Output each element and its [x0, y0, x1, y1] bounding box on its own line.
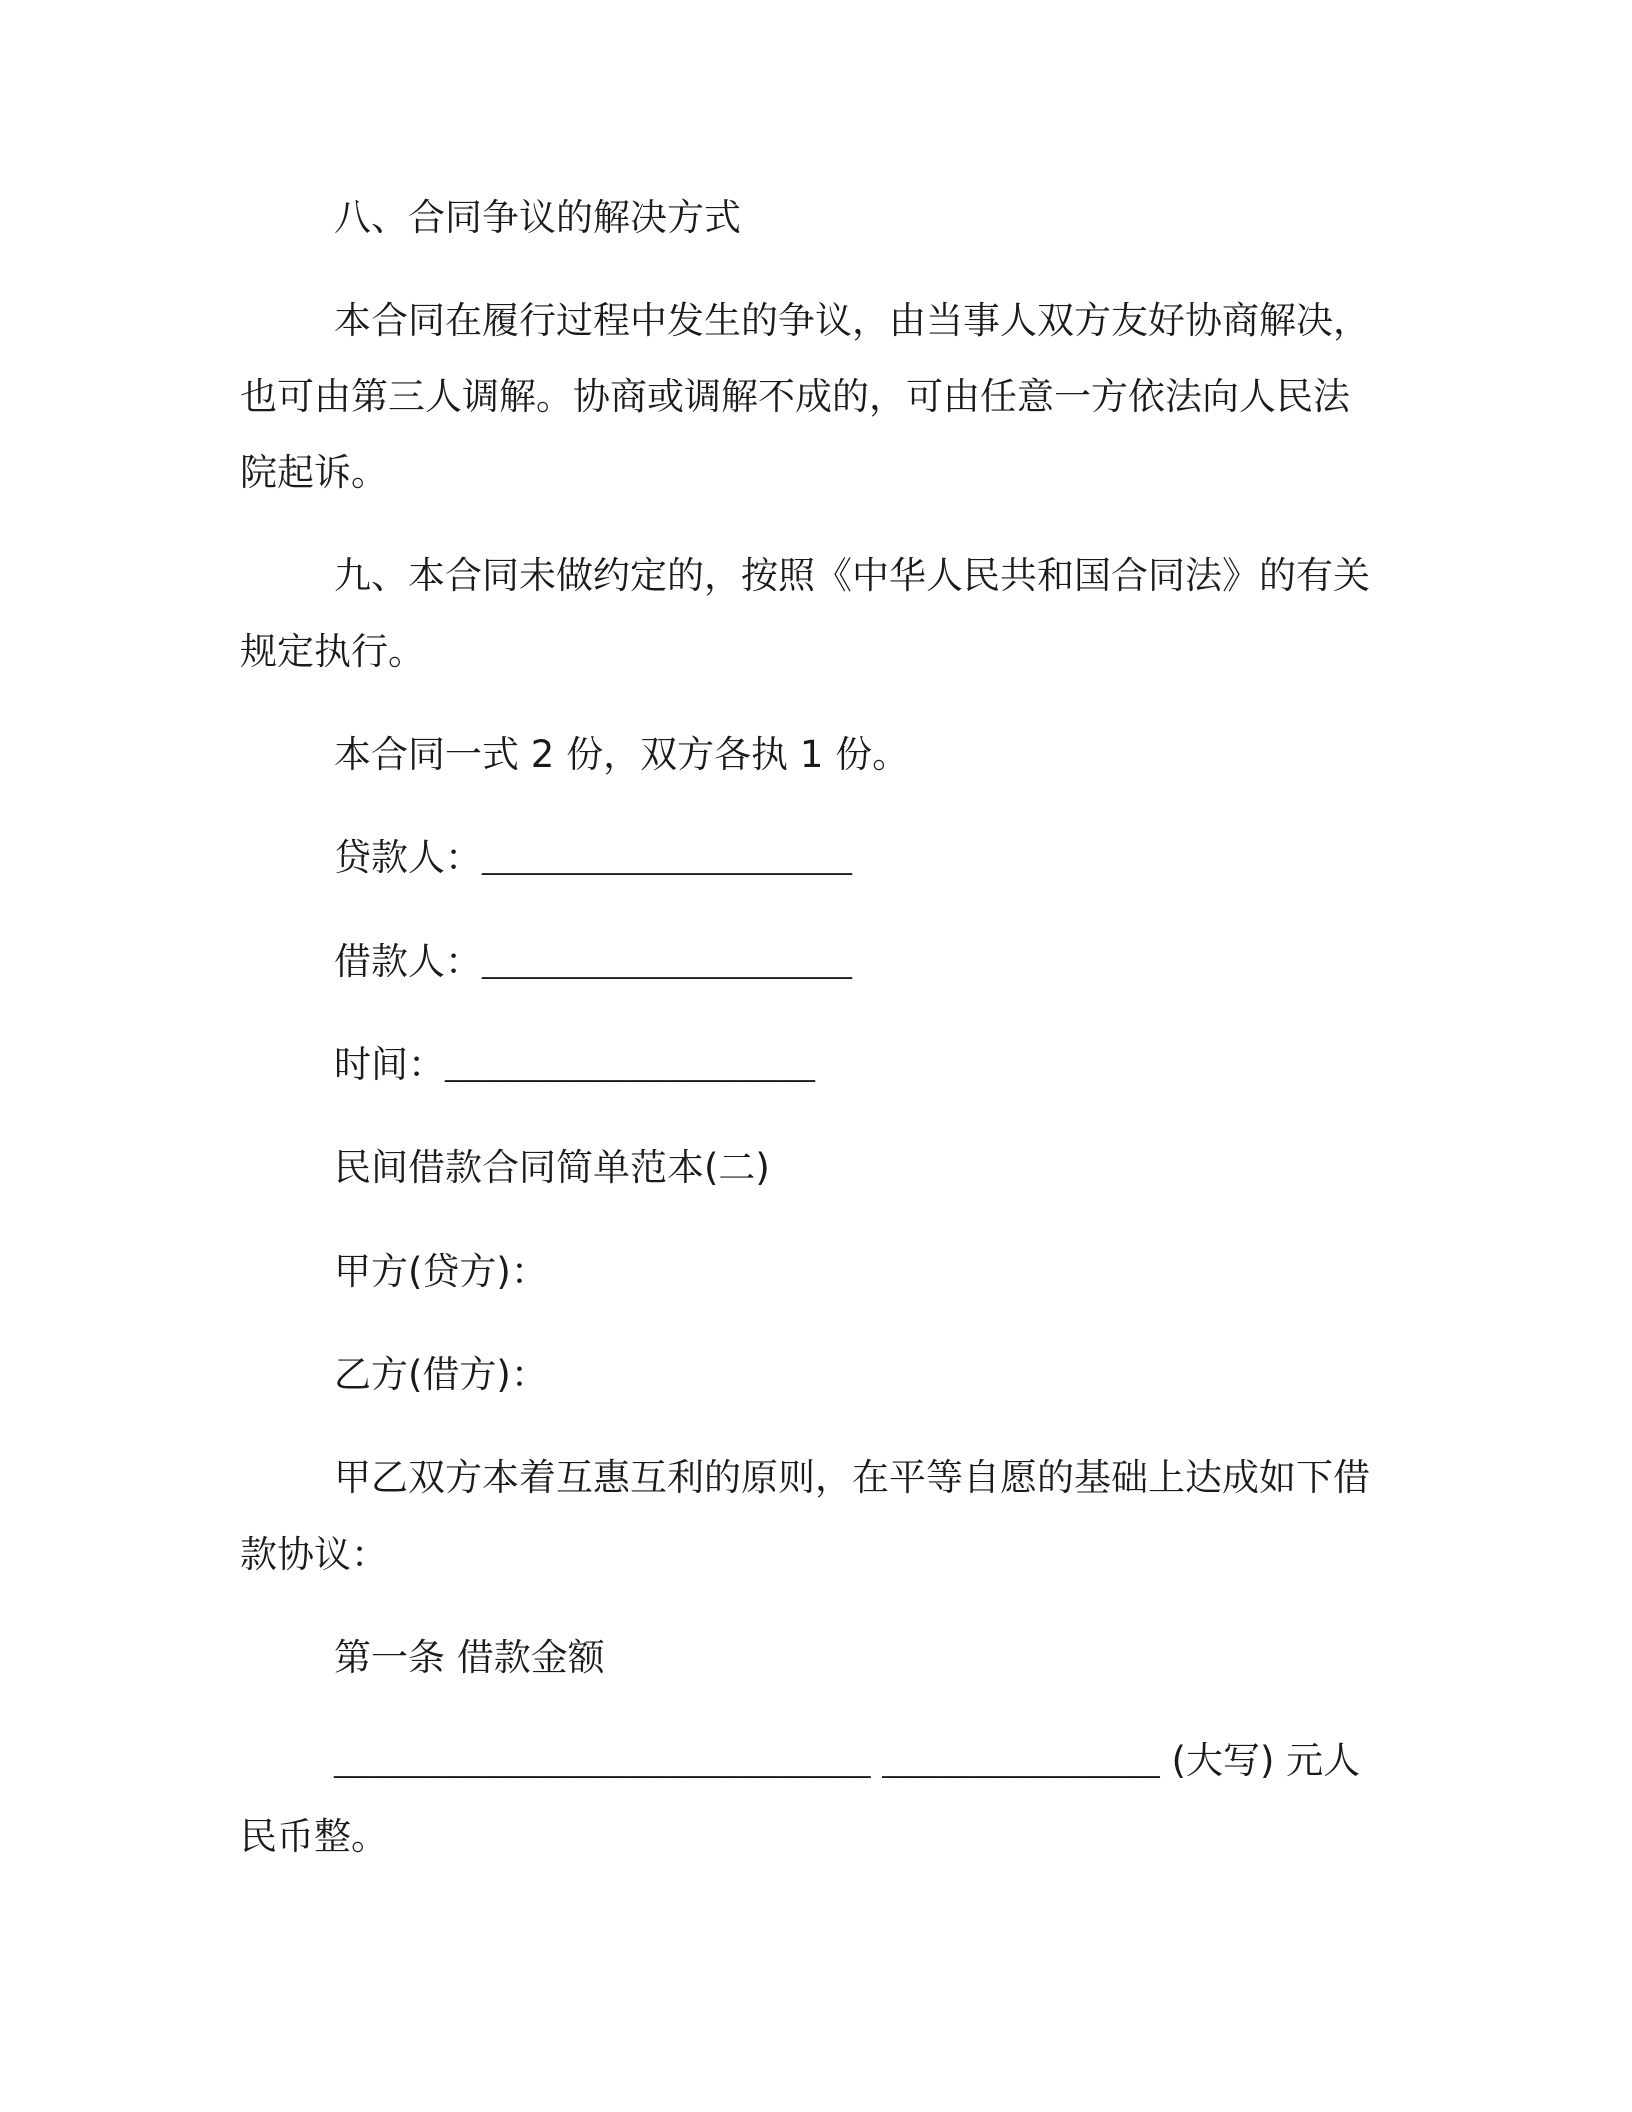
lender-signature-line — [334, 833, 852, 884]
lender-label: 贷款人： — [334, 836, 482, 879]
date-blank: ____________________ — [445, 1045, 815, 1086]
date-label: 时间： — [334, 1043, 445, 1086]
party-b-label: 乙方(借方)： — [334, 1353, 548, 1396]
amount-blank-1: _____________________________ — [334, 1741, 871, 1782]
intro-line-2: 款协议： — [240, 1533, 388, 1576]
section-8-heading: 八、合同争议的解决方式 — [334, 196, 741, 239]
party-a-label: 甲方(贷方)： — [334, 1250, 548, 1293]
copies-statement: 本合同一式 2 份，双方各执 1 份。 — [334, 733, 910, 776]
amount-line-2: 民币整。 — [240, 1815, 388, 1858]
amount-line-1 — [334, 1736, 1360, 1787]
borrower-label: 借款人： — [334, 940, 482, 983]
section-8-body-line-3: 院起诉。 — [240, 451, 388, 494]
borrower-signature-line — [334, 937, 852, 988]
amount-blank-2: _______________ — [882, 1741, 1160, 1782]
amount-suffix: (大写) 元人 — [1171, 1739, 1361, 1782]
article-1-heading: 第一条 借款金额 — [334, 1636, 605, 1679]
section-8-body-line-1: 本合同在履行过程中发生的争议，由当事人双方友好协商解决， — [334, 299, 1370, 342]
template-2-title: 民间借款合同简单范本(二) — [334, 1146, 770, 1189]
lender-blank: ____________________ — [482, 838, 852, 879]
borrower-blank: ____________________ — [482, 942, 852, 983]
intro-line-1: 甲乙双方本着互惠互利的原则，在平等自愿的基础上达成如下借 — [334, 1456, 1370, 1499]
date-signature-line — [334, 1040, 815, 1091]
section-9-line-2: 规定执行。 — [240, 630, 425, 673]
section-8-body-line-2: 也可由第三人调解。协商或调解不成的，可由任意一方依法向人民法 — [240, 375, 1350, 418]
section-9-line-1: 九、本合同未做约定的，按照《中华人民共和国合同法》的有关 — [334, 554, 1370, 597]
